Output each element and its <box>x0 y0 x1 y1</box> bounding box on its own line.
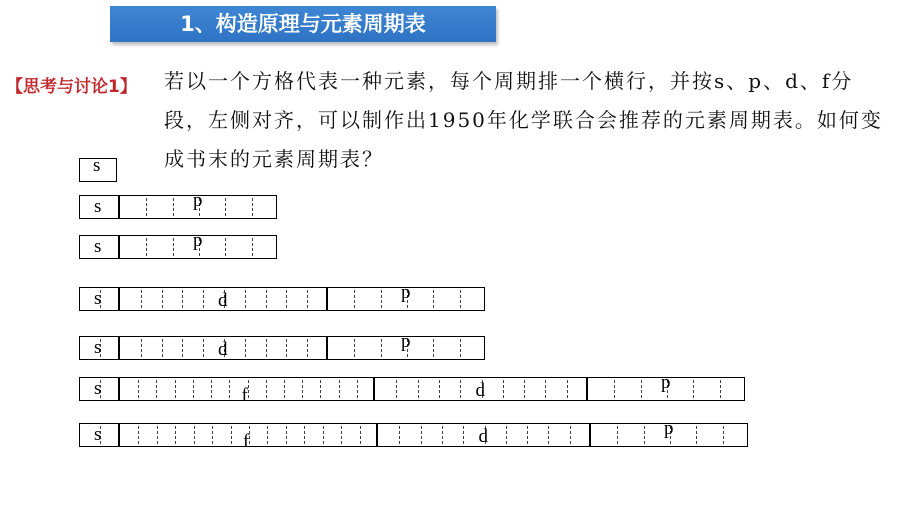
d-block-segment <box>377 423 590 447</box>
cell-divider <box>141 290 142 308</box>
cell-divider <box>286 339 287 357</box>
d-block-segment <box>119 336 327 360</box>
cell-divider <box>284 380 285 398</box>
cell-divider <box>267 426 268 444</box>
cell-divider <box>141 339 142 357</box>
cell-divider <box>570 426 571 444</box>
cell-divider <box>641 380 642 398</box>
f-block-segment <box>119 377 374 406</box>
p-block-label: p <box>193 230 203 251</box>
cell-divider <box>307 290 308 308</box>
d-block-segment <box>374 377 587 401</box>
cell-divider <box>252 198 253 216</box>
s-block-label: s <box>93 155 101 176</box>
cell-divider <box>418 380 419 398</box>
cell-divider <box>720 380 721 398</box>
s-block-segment <box>79 155 117 182</box>
cell-divider <box>320 380 321 398</box>
d-block-label: d <box>475 380 485 401</box>
cell-divider <box>245 339 246 357</box>
s-block-segment <box>79 423 119 447</box>
cell-divider <box>162 290 163 308</box>
cell-divider <box>399 426 400 444</box>
cell-divider <box>193 380 194 398</box>
f-block-label: f <box>241 385 248 406</box>
s-block-label: s <box>94 424 102 445</box>
cell-divider <box>157 426 158 444</box>
cell-divider <box>354 339 355 357</box>
cell-divider <box>339 380 340 398</box>
cell-divider <box>225 238 226 256</box>
s-block-label: s <box>94 378 102 399</box>
cell-divider <box>433 339 434 357</box>
question-text: 若以一个方格代表一种元素，每个周期排一个横行，并按s、p、d、f分段，左侧对齐，可以制作出1950年化学联合会推荐的元素周期表。如何变成书末的元素周期表？ <box>164 69 883 171</box>
cell-divider <box>723 426 724 444</box>
cell-divider <box>421 426 422 444</box>
s-block-label: s <box>94 196 102 217</box>
cell-divider <box>360 426 361 444</box>
cell-divider <box>211 380 212 398</box>
cell-divider <box>323 426 324 444</box>
discussion-tag: 【思考与讨论1】 <box>6 77 137 97</box>
cell-divider <box>266 380 267 398</box>
cell-divider <box>693 380 694 398</box>
cell-divider <box>229 380 230 398</box>
cell-divider <box>357 380 358 398</box>
cell-divider <box>396 380 397 398</box>
s-block-label: s <box>94 236 102 257</box>
p-block-segment <box>119 190 277 219</box>
d-block-label: d <box>218 290 228 311</box>
s-block-label: s <box>94 288 102 309</box>
cell-divider <box>439 380 440 398</box>
cell-divider <box>286 290 287 308</box>
p-block-label: p <box>401 331 411 352</box>
cell-divider <box>527 426 528 444</box>
cell-divider <box>460 339 461 357</box>
cell-divider <box>146 198 147 216</box>
cell-divider <box>307 339 308 357</box>
cell-divider <box>231 426 232 444</box>
p-block-segment <box>327 282 485 311</box>
cell-divider <box>506 426 507 444</box>
cell-divider <box>266 339 267 357</box>
cell-divider <box>173 198 174 216</box>
p-block-segment <box>590 418 748 447</box>
cell-divider <box>341 426 342 444</box>
p-block-segment <box>587 372 745 401</box>
d-block-label: d <box>218 339 228 360</box>
cell-divider <box>617 426 618 444</box>
cell-divider <box>381 290 382 308</box>
cell-divider <box>146 238 147 256</box>
cell-divider <box>696 426 697 444</box>
cell-divider <box>252 238 253 256</box>
cell-divider <box>463 426 464 444</box>
s-block-segment <box>79 195 119 219</box>
cell-divider <box>203 290 204 308</box>
p-block-segment <box>119 230 277 259</box>
cell-divider <box>175 426 176 444</box>
p-block-label: p <box>401 282 411 303</box>
d-block-segment <box>119 287 327 311</box>
cell-divider <box>162 339 163 357</box>
cell-divider <box>173 238 174 256</box>
s-block-segment <box>79 336 119 360</box>
cell-divider <box>304 426 305 444</box>
d-block-label: d <box>478 426 488 447</box>
s-block-label: s <box>94 337 102 358</box>
cell-divider <box>524 380 525 398</box>
f-block-label: f <box>243 431 250 452</box>
cell-divider <box>156 380 157 398</box>
cell-divider <box>182 290 183 308</box>
cell-divider <box>354 290 355 308</box>
cell-divider <box>460 380 461 398</box>
cell-divider <box>442 426 443 444</box>
cell-divider <box>138 426 139 444</box>
s-block-segment <box>79 377 119 401</box>
cell-divider <box>175 380 176 398</box>
slide-title: 1、构造原理与元素周期表 <box>110 6 496 42</box>
cell-divider <box>203 339 204 357</box>
cell-divider <box>266 290 267 308</box>
cell-divider <box>194 426 195 444</box>
cell-divider <box>433 290 434 308</box>
s-block-segment <box>79 287 119 311</box>
cell-divider <box>545 380 546 398</box>
cell-divider <box>225 198 226 216</box>
cell-divider <box>567 380 568 398</box>
cell-divider <box>503 380 504 398</box>
cell-divider <box>245 290 246 308</box>
f-block-segment <box>119 423 377 452</box>
cell-divider <box>460 290 461 308</box>
p-block-segment <box>327 331 485 360</box>
cell-divider <box>302 380 303 398</box>
cell-divider <box>644 426 645 444</box>
p-block-label: p <box>193 190 203 211</box>
cell-divider <box>548 426 549 444</box>
p-block-label: p <box>664 418 674 439</box>
cell-divider <box>212 426 213 444</box>
cell-divider <box>138 380 139 398</box>
s-block-segment <box>79 235 119 259</box>
cell-divider <box>381 339 382 357</box>
cell-divider <box>182 339 183 357</box>
cell-divider <box>614 380 615 398</box>
cell-divider <box>286 426 287 444</box>
p-block-label: p <box>661 372 671 393</box>
